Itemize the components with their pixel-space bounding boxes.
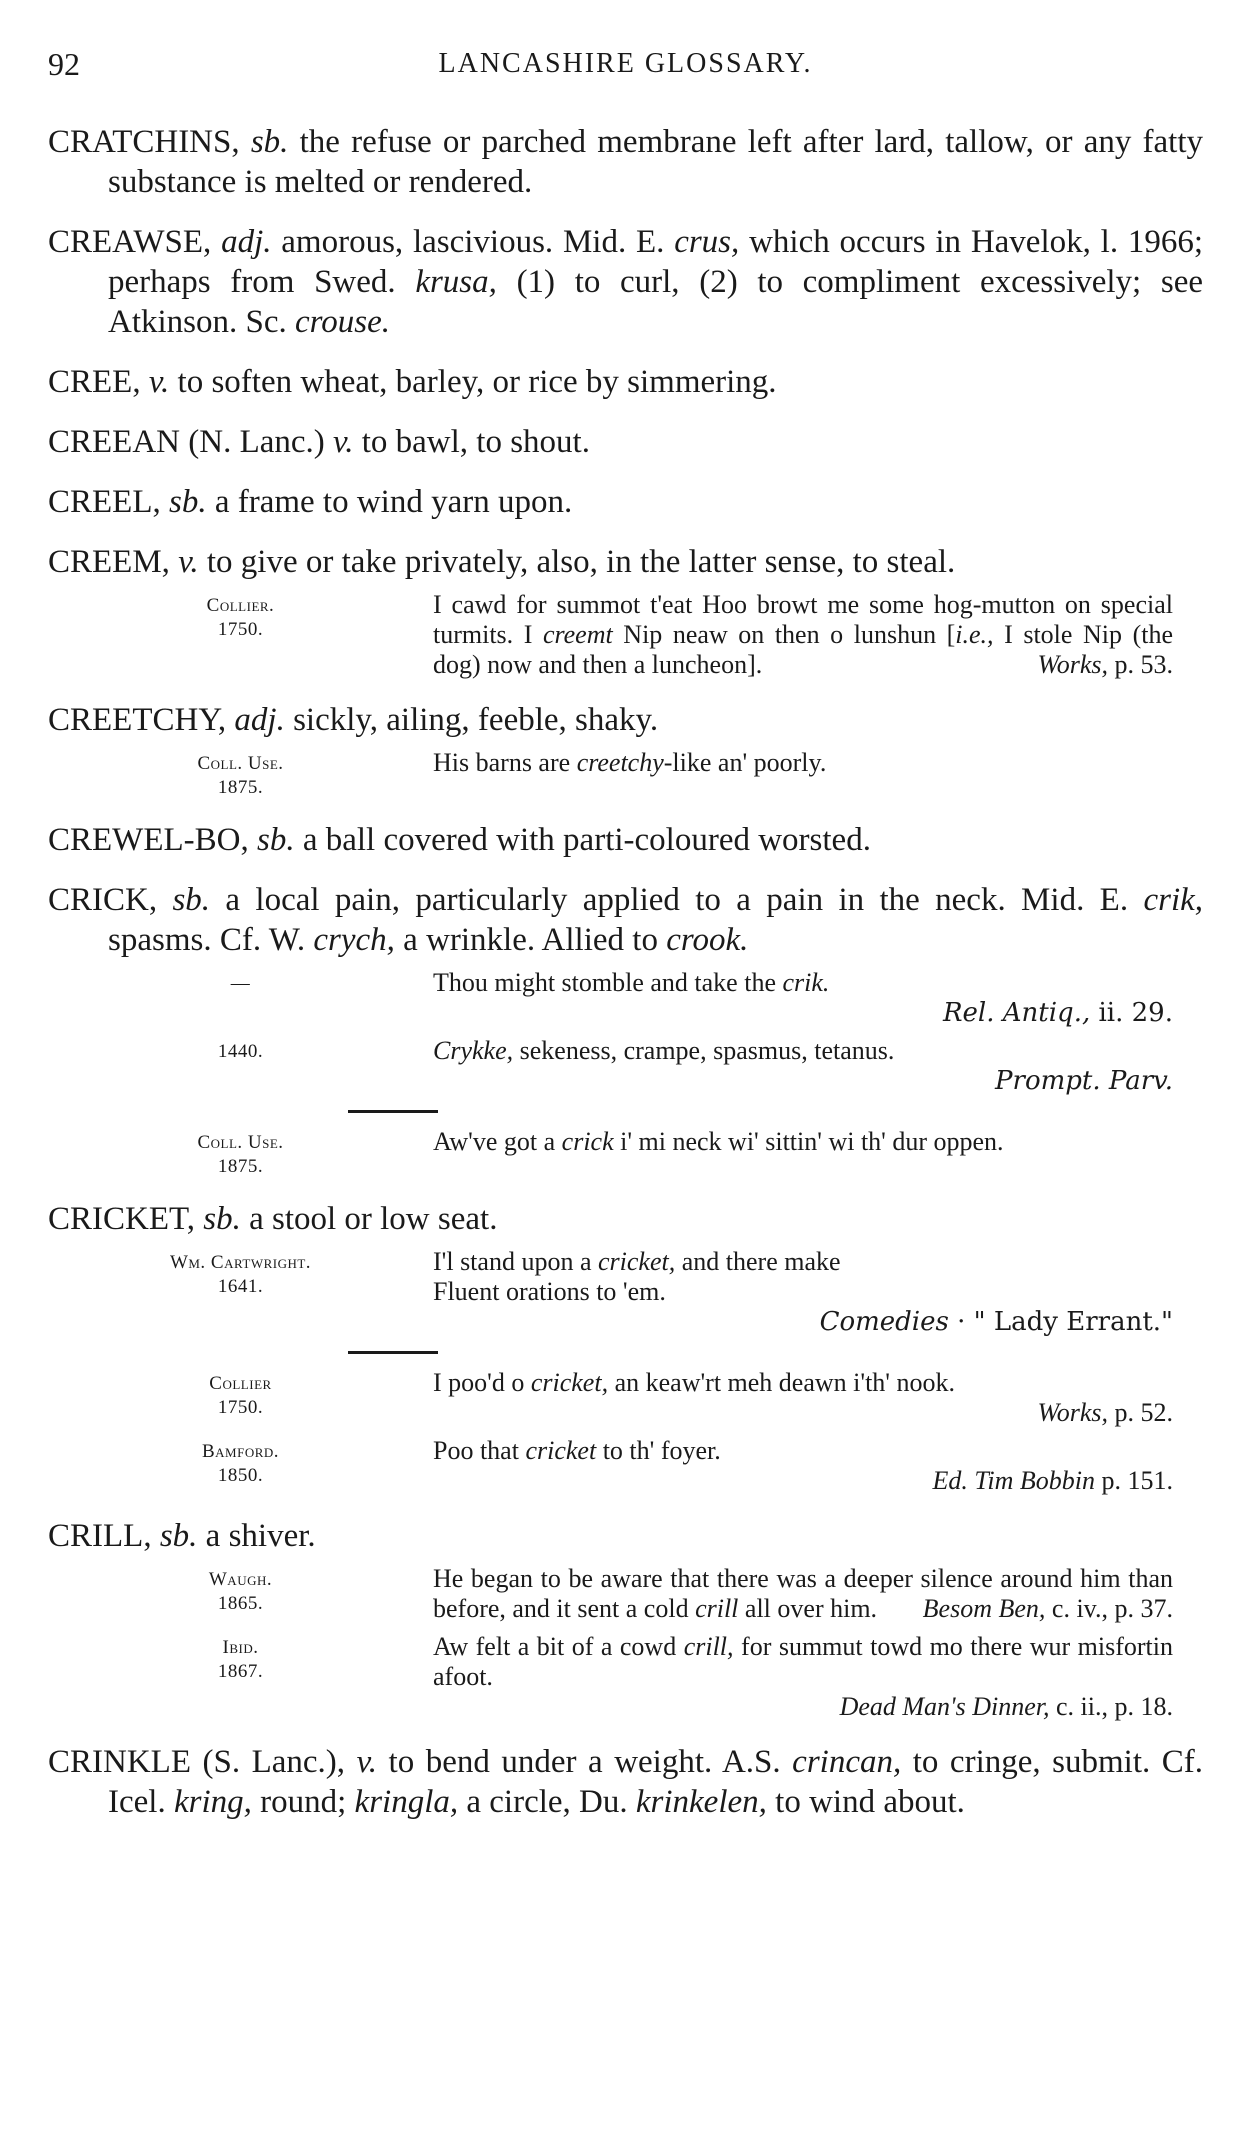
citation-reference: Ed. Tim Bobbin [932,1466,1095,1495]
section-rule [348,1351,438,1354]
citation-reference: Rel. Antiq., ii. 29. [942,998,1173,1028]
citation-quote: Aw felt a bit of a cowd crill, for summut towd mo there wur misfortin afoot. Dead Man's Dinner, c. ii., p. 18. [433,1632,1173,1721]
definition: to bend under a weight. A.S. [388,1744,781,1780]
headword: CREEL, [48,484,161,520]
part-of-speech: sb. [169,484,207,520]
citation-quote: He began to be aware that there was a deeper silence around him than before, and it sent a cold crill all over him. Besom Ben, c. iv., p. 37. [433,1564,1173,1623]
etymon: crincan, [792,1744,902,1780]
citation [48,1368,1203,1428]
entry-cratchins [48,122,1203,202]
citation-source: Coll. Use. 1875. [48,1127,433,1179]
citation-source: Coll. Use. 1875. [48,748,433,800]
citation [48,1632,1203,1722]
citation-quote: I cawd for summot t'eat Hoo browt me some hog-mutton on special turmits. I creemt Nip neaw on then o lunshun [i.e., I stole Nip (the dog) now and then a luncheon]. Works, p. 53. [433,590,1173,679]
entry-crewel-bo [48,820,1203,860]
citation-source: — [230,973,251,994]
definition: a stool or low seat. [249,1201,498,1237]
headword: CRICKET, [48,1201,195,1237]
entry-creetchy [48,700,1203,740]
citation-year: 1865. [217,1593,264,1614]
citation-source: Collier. 1750. [48,590,433,680]
citation-quote: I'l stand upon a cricket, and there make Fluent orations to 'em. [433,1247,841,1306]
headword: CRATCHINS, [48,124,240,160]
entry-creawse [48,222,1203,342]
entry-creem [48,542,1203,582]
citation-reference: Comedies · " Lady Errant." [819,1307,1173,1337]
headword: CREEAN (N. Lanc.) [48,424,325,460]
section-rule [348,1110,438,1113]
definition: which occurs in Havelok, l. 1966; perhaps from Swed. [108,224,1204,300]
citation [48,1127,1203,1179]
citation-year: 1867. [217,1661,264,1682]
definition: a wrinkle. Allied to [403,922,658,958]
part-of-speech: sb. [256,822,295,858]
headword: CREWEL-BO, [48,822,249,858]
etymon: kring, [173,1784,252,1820]
citation-quote: Poo that cricket to th' foyer. Ed. Tim Bobbin p. 151. [433,1436,1173,1495]
headword: CREEM, [48,544,170,580]
citation [48,1036,1203,1066]
citation-source: Collier 1750. [48,1368,433,1428]
citation-source: Bamford. 1850. [48,1436,433,1496]
citation-year: 1875. [217,777,264,798]
page-number: 92 [48,46,80,82]
citation-source: Wm. Cartwright. 1641. [48,1247,433,1307]
entry-crinkle [48,1742,1203,1822]
headword: CREETCHY, [48,702,227,738]
citation-reference: Besom Ben, [922,1594,1046,1623]
etymon: krinkelen, [635,1784,767,1820]
definition: a circle, Du. [466,1784,628,1820]
citation [48,1436,1203,1496]
entry-crick [48,880,1203,960]
entry-creean [48,422,1203,462]
citation-reference: Works, [1037,650,1108,679]
etymon: crik, [1143,882,1204,918]
citation [48,1247,1203,1307]
etymon: crych, [313,922,395,958]
citation-reference: Dead Man's Dinner, [839,1692,1050,1721]
definition: the refuse or parched membrane left after lard, tallow, or any fatty substance is melted or rendered. [108,124,1204,200]
citation-year: 1875. [217,1156,264,1177]
citation-year: 1440. [217,1041,264,1062]
entry-cree [48,362,1203,402]
definition: to soften wheat, barley, or rice by simmering. [177,364,777,400]
headword: CRILL, [48,1518,152,1554]
citation-reference: Works, [1037,1398,1108,1427]
citation-quote: Thou might stomble and take the crik. [433,968,830,997]
entry-crill [48,1516,1203,1556]
running-title: LANCASHIRE GLOSSARY. [438,48,813,79]
citation-reference: Prompt. Parv. [995,1066,1173,1096]
citation [48,1564,1203,1624]
citation-quote: I poo'd o cricket, an keaw'rt meh deawn i'th' nook. Works, p. 52. [433,1368,1173,1427]
definition: to give or take privately, also, in the latter sense, to steal. [206,544,956,580]
definition: a shiver. [205,1518,316,1554]
citation [48,968,1203,998]
citation-year: 1750. [217,619,264,640]
etymon: crouse. [295,304,391,340]
definition: (1) to curl, (2) to compliment excessively; see Atkinson. Sc. [108,264,1204,340]
definition: round; [260,1784,347,1820]
definition: to wind about. [775,1784,965,1820]
citation-year: 1850. [217,1465,264,1486]
part-of-speech: v. [333,424,354,460]
headword: CREE, [48,364,141,400]
definition: amorous, lascivious. Mid. E. [281,224,665,260]
part-of-speech: adj. [221,224,272,260]
citation-year: 1641. [217,1276,264,1297]
part-of-speech: sb. [203,1201,241,1237]
definition: sickly, ailing, feeble, shaky. [293,702,659,738]
citation-source: Ibid. 1867. [48,1632,433,1722]
definition: a ball covered with parti-coloured worsted. [302,822,871,858]
headword: CRINKLE (S. Lanc.), [48,1744,346,1780]
part-of-speech: adj. [234,702,285,738]
part-of-speech: v. [356,1744,378,1780]
citation [48,590,1203,680]
citation [48,748,1203,800]
headword: CREAWSE, [48,224,212,260]
page-header [48,46,1203,96]
part-of-speech: sb. [159,1518,198,1554]
entry-creel [48,482,1203,522]
etymon: krusa, [415,264,497,300]
glossary-page [48,46,1203,1822]
etymon: crook. [666,922,749,958]
citation-quote: His barns are creetchy-like an' poorly. [433,748,827,777]
part-of-speech: v. [148,364,170,400]
citation-quote: Aw've got a crick i' mi neck wi' sittin' wi th' dur oppen. [433,1127,1004,1156]
etymon: kringla, [354,1784,459,1820]
definition: spasms. Cf. W. [108,922,306,958]
part-of-speech: sb. [250,124,289,160]
part-of-speech: v. [178,544,199,580]
citation-quote: Crykke, sekeness, crampe, spasmus, tetanus. [433,1036,895,1065]
part-of-speech: sb. [172,882,211,918]
definition: a frame to wind yarn upon. [214,484,573,520]
etymon: crus, [674,224,740,260]
definition: to cringe, submit. Cf. Icel. [108,1744,1204,1820]
headword: CRICK, [48,882,158,918]
definition: to bawl, to shout. [361,424,590,460]
citation-source: Waugh. 1865. [48,1564,433,1624]
definition: a local pain, particularly applied to a pain in the neck. Mid. E. [225,882,1129,918]
entry-cricket [48,1199,1203,1239]
citation-year: 1750. [217,1397,264,1418]
